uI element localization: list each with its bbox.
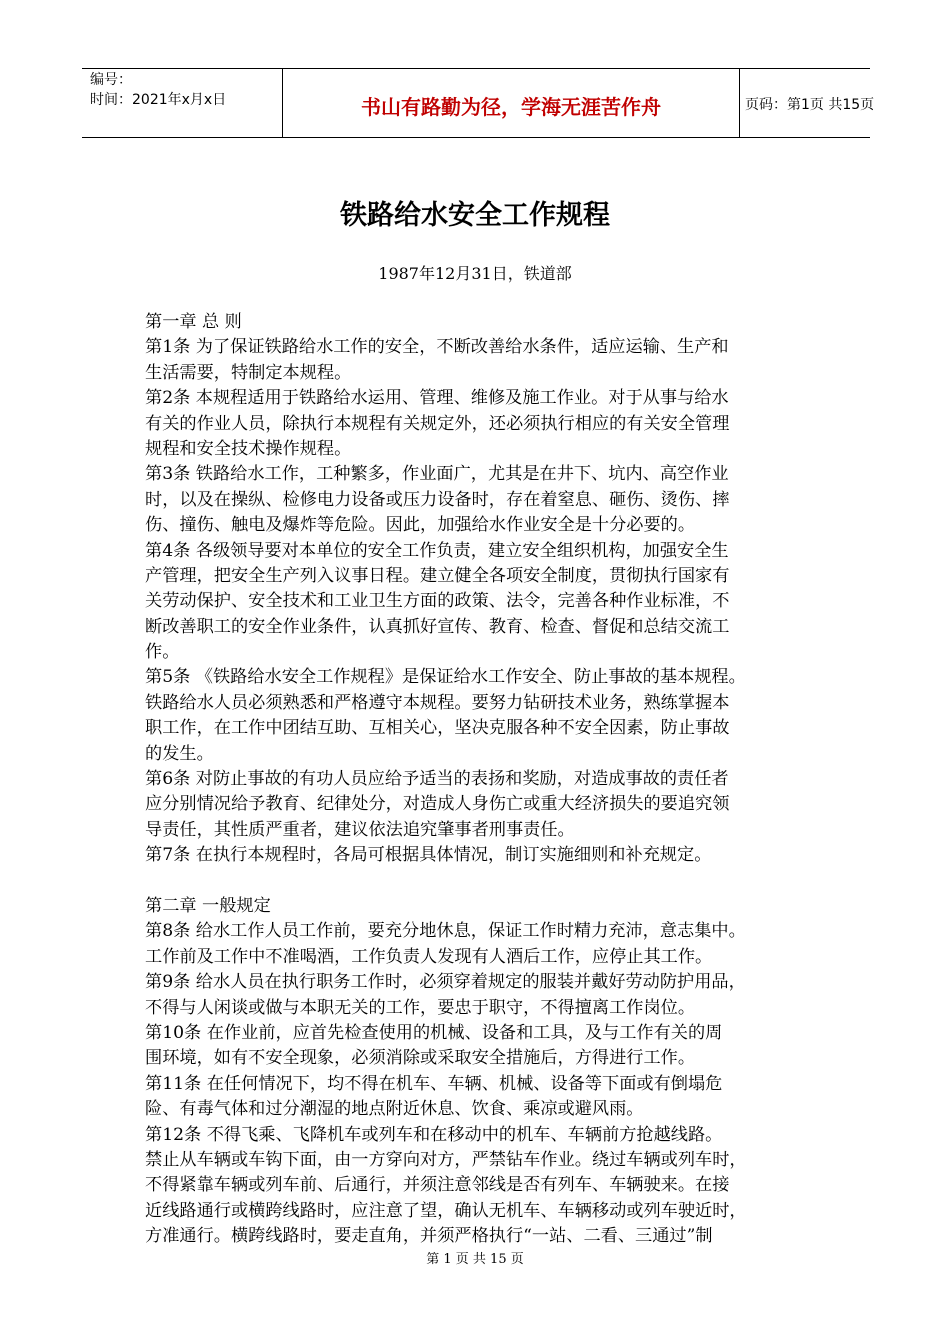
text-line: 作。 [145,642,180,663]
text-line: 不得紧靠车辆或列车前、后通行，并须注意邻线是否有列车、车辆驶来。在接 [145,1175,730,1196]
text-line: 第10条 在作业前，应首先检查使用的机械、设备和工具，及与工作有关的周 [145,1022,723,1043]
document-title: 铁路给水安全工作规程 [340,200,610,231]
motto-text: 书山有路勤为径，学海无涯苦作舟 [361,95,661,119]
page-number-info: 页码：第1页 共15页 [745,97,875,113]
text-line: 第二章 一般规定 [145,895,271,916]
text-line: 工作前及工作中不准喝酒，工作负责人发现有人酒后工作，应停止其工作。 [145,946,713,967]
text-line: 规程和安全技术操作规程。 [145,438,352,459]
text-line: 第4条 各级领导要对本单位的安全工作负责，建立安全组织机构，加强安全生 [145,540,729,561]
text-line: 第2条 本规程适用于铁路给水运用、管理、维修及施工作业。对于从事与给水 [145,388,729,409]
text-line: 第3条 铁路给水工作，工种繁多，作业面广，尤其是在井下、坑内、高空作业 [145,464,729,485]
text-line: 不得与人闲谈或做与本职无关的工作，要忠于职守，不得擅离工作岗位。 [145,997,696,1018]
document-header [82,68,875,138]
text-line: 有关的作业人员，除执行本规程有关规定外，还必须执行相应的有关安全管理 [145,413,730,434]
text-line: 近线路通行或横跨线路时，应注意了望，确认无机车、车辆移动或列车驶近时， [145,1200,747,1221]
document-number-label: 编号： [90,72,132,88]
text-line: 第5条 《铁路给水安全工作规程》是保证给水工作安全、防止事故的基本规程。 [145,667,746,688]
document-subtitle: 1987年12月31日，铁道部 [378,264,572,283]
text-line: 职工作，在工作中团结互助、互相关心，坚决克服各种不安全因素，防止事故 [145,718,730,739]
text-line: 断改善职工的安全作业条件，认真抓好宣传、教育、检查、督促和总结交流工 [145,616,730,637]
text-line: 铁路给水人员必须熟悉和严格遵守本规程。要努力钻研技术业务，熟练掌握本 [145,692,730,713]
text-line: 产管理，把安全生产列入议事日程。建立健全各项安全制度，贯彻执行国家有 [145,565,730,586]
document-body [145,310,815,1249]
text-line: 方准通行。横跨线路时，要走直角，并须严格执行“一站、二看、三通过”制 [145,1226,713,1247]
text-line: 第一章 总 则 [145,312,242,332]
text-line: 生活需要，特制定本规程。 [145,362,352,383]
text-line: 伤、撞伤、触电及爆炸等危险。因此，加强给水作业安全是十分必要的。 [145,515,696,536]
header-left-cell [82,69,282,137]
text-line: 围环境，如有不安全现象，必须消除或采取安全措施后，方得进行工作。 [145,1048,696,1069]
text-line: 第7条 在执行本规程时，各局可根据具体情况，制订实施细则和补充规定。 [145,845,712,866]
text-line: 第8条 给水工作人员工作前，要充分地休息，保证工作时精力充沛，意志集中。 [145,921,746,942]
page-footer: 第 1 页 共 15 页 [426,1252,524,1267]
header-page-cell [739,69,875,137]
text-line: 第9条 给水人员在执行职务工作时，必须穿着规定的服装并戴好劳动防护用品， [145,972,746,993]
text-line: 第12条 不得飞乘、飞降机车或列车和在移动中的机车、车辆前方抢越线路。 [145,1124,723,1145]
text-line: 禁止从车辆或车钩下面，由一方穿向对方，严禁钻车作业。绕过车辆或列车时， [145,1149,747,1170]
text-line: 导责任，其性质严重者，建议依法追究肇事者刑事责任。 [145,819,575,840]
text-line: 险、有毒气体和过分潮湿的地点附近休息、饮食、乘凉或避风雨。 [145,1099,644,1120]
blank-line [145,869,815,894]
text-line: 第1条 为了保证铁路给水工作的安全，不断改善给水条件，适应运输、生产和 [145,337,729,358]
text-line: 第11条 在任何情况下，均不得在机车、车辆、机械、设备等下面或有倒塌危 [145,1073,723,1094]
text-line: 关劳动保护、安全技术和工业卫生方面的政策、法令，完善各种作业标准，不 [145,591,730,612]
text-line: 时，以及在操纵、检修电力设备或压力设备时，存在着窒息、砸伤、烫伤、摔 [145,489,730,510]
header-motto-cell [282,69,740,137]
document-date: 时间：2021年x月x日 [90,92,227,108]
text-line: 的发生。 [145,743,214,764]
text-line: 第6条 对防止事故的有功人员应给予适当的表扬和奖励，对造成事故的责任者 [145,769,729,790]
text-line: 应分别情况给予教育、纪律处分，对造成人身伤亡或重大经济损失的要追究领 [145,794,730,815]
